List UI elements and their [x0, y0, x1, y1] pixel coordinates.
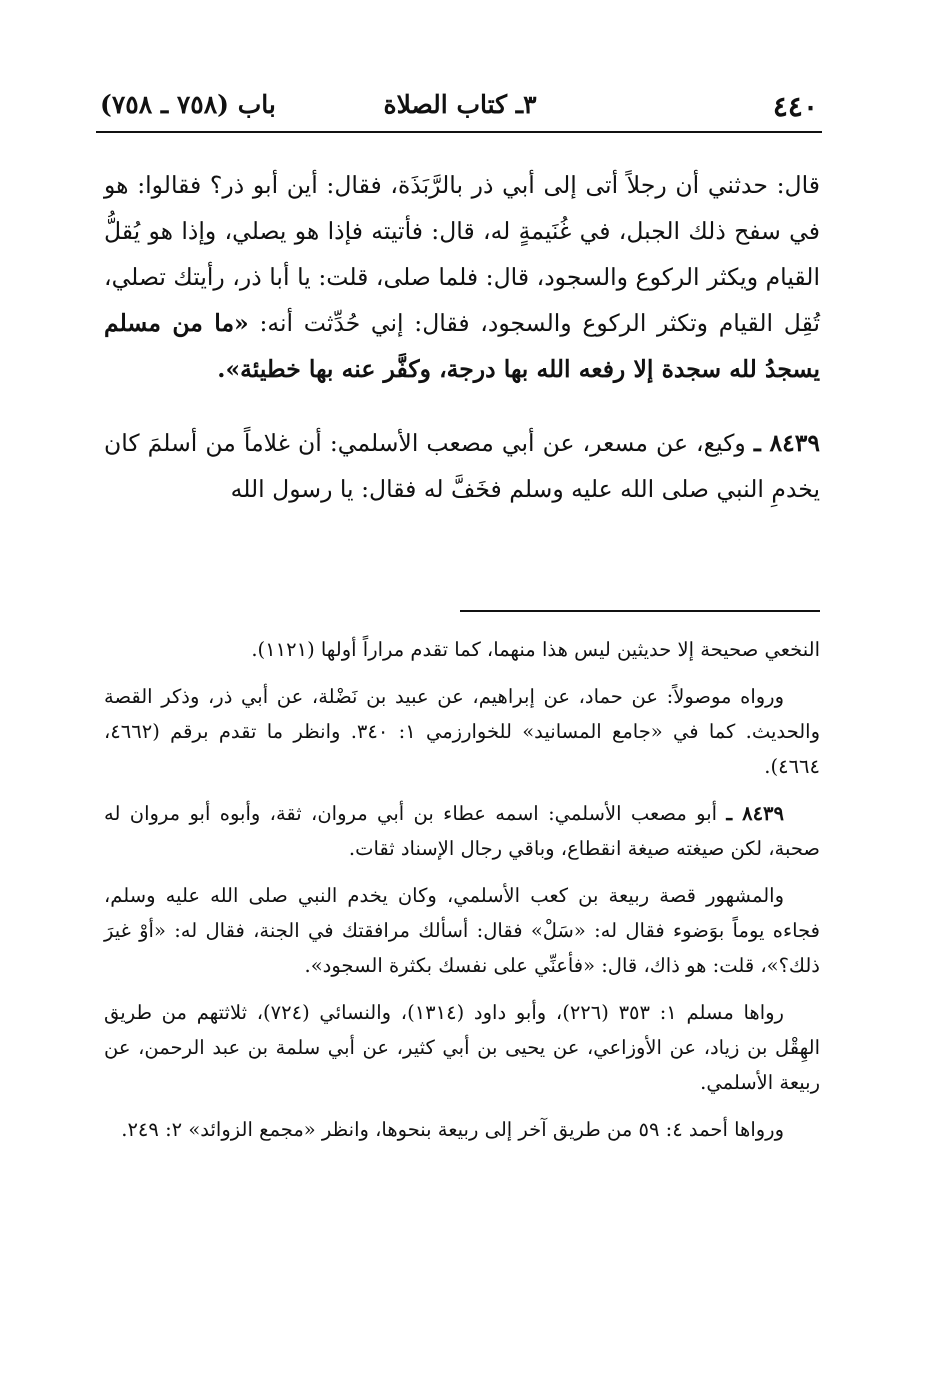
- footnotes: [104, 632, 820, 1159]
- footnote-number: ٨٤٣٩ ـ: [726, 802, 784, 825]
- footnote-3: [104, 796, 820, 866]
- footnote-5: رواها مسلم ١: ٣٥٣ (٢٢٦)، وأبو داود (١٣١٤)، والنسائي (٧٢٤)، ثلاثتهم من طريق الهِقْل بن زياد، عن الأوزاعي، عن يحيى بن أبي كثير، عن أبي سلمة بن عبد الرحمن، عن ربيعة الأسلمي.: [104, 1001, 820, 1094]
- footnote-2: ورواه موصولاً: عن حماد، عن إبراهيم، عن عبيد بن نَضْلة، عن أبي ذر، وذكر القصة والحديث. كما في «جامع المسانيد» للخوارزمي ١: ٣٤٠. وانظر ما تقدم برقم (٤٦٦٢، ٤٦٦٤).: [104, 685, 820, 778]
- hadith-quote: «ما من مسلم يسجدُ لله سجدة إلا رفعه الله بها درجة، وكفَّر عنه بها خطيئة».: [104, 309, 820, 383]
- hadith-number: ٨٤٣٩ ـ: [753, 429, 820, 457]
- page-header: [96, 86, 824, 126]
- header-divider: [96, 131, 822, 133]
- hadith-text: وكيع، عن مسعر، عن أبي مصعب الأسلمي: أن غلاماً من أسلمَ كان يخدمِ النبي صلى الله عليه وسلم فخَفَّ له فقال: يا رسول الله: [104, 429, 820, 503]
- footnote-6: ورواها أحمد ٤: ٥٩ من طريق آخر إلى ربيعة بنحوها، وانظر «مجمع الزوائد» ٢: ٢٤٩.: [121, 1118, 784, 1141]
- main-text: [104, 162, 820, 512]
- book-title: ٣ـ كتاب الصلاة: [383, 90, 537, 119]
- footnote-divider: [460, 610, 820, 612]
- narration-text: قال: حدثني أن رجلاً أتى إلى أبي ذر بالرَّبَذَة، فقال: أين أبو ذر؟ فقالوا: هو في سفح ذلك الجبل، في غُنَيمةٍ له، قال: فأتيته فإذا هو يصلي، وإذا هو يُقلُّ القيام ويكثر الركوع والسجود، قال: فلما صلى، قلت: يا أبا ذر، رأيتك تصلي، تُقِل القيام وتكثر الركوع والسجود، فقال: إني حُدِّثت أنه:: [104, 171, 820, 337]
- footnote-1: النخعي صحيحة إلا حديثين ليس هذا منهما، كما تقدم مراراً أولها (١١٢١).: [251, 638, 820, 661]
- footnote-3-text: أبو مصعب الأسلمي: اسمه عطاء بن أبي مروان، ثقة، وأبوه أبو مروان له صحبة، لكن صيغته صيغة انقطاع، وباقي رجال الإسناد ثقات.: [104, 802, 820, 860]
- main-paragraph-2: [104, 420, 820, 512]
- chapter-range: باب (٧٥٨ ـ ٧٥٨): [100, 90, 276, 119]
- footnote-4: والمشهور قصة ربيعة بن كعب الأسلمي، وكان يخدم النبي صلى الله عليه وسلم، فجاءه يوماً بوَضوء فقال له: «سَلْ» فقال: أسألك مرافقتك في الجنة، فقال له: «أوْ غيرَ ذلك؟»، قلت: هو ذاك، قال: «فأعنِّي على نفسك بكثرة السجود».: [104, 884, 820, 977]
- main-paragraph-1: [104, 162, 820, 392]
- page-number: ٤٤٠: [772, 90, 818, 123]
